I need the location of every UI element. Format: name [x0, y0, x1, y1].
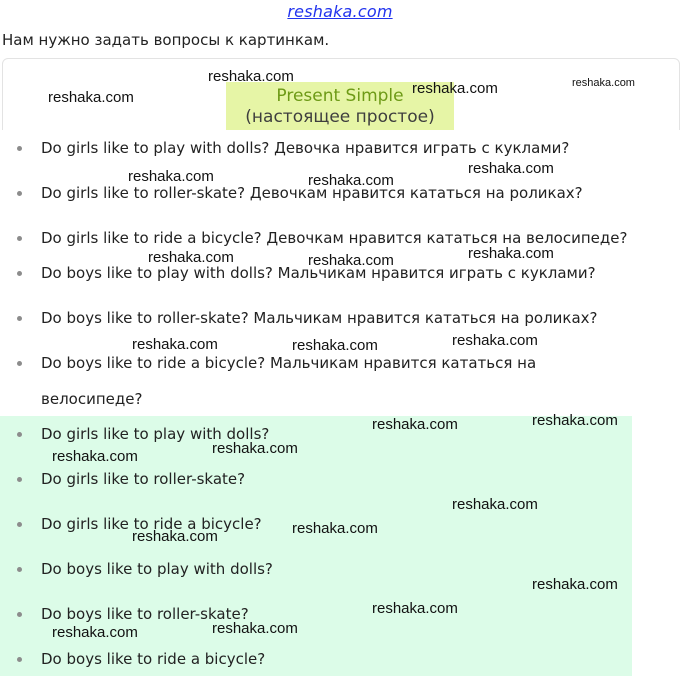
question-text: Do girls like to roller-skate? Девочкам нравится кататься на роликах? [41, 184, 583, 202]
watermark: reshaka.com [292, 520, 378, 537]
question-text: Do boys like to roller-skate? [41, 605, 249, 623]
watermark: reshaka.com [532, 576, 618, 593]
question-text: Do girls like to play with dolls? Девочка нравится играть с куклами? [41, 139, 570, 157]
site-link[interactable]: reshaka.com [287, 2, 393, 21]
bullet-icon [17, 146, 22, 151]
watermark: reshaka.com [308, 252, 394, 269]
watermark: reshaka.com [452, 332, 538, 349]
question-text: Do boys like to roller-skate? Мальчикам нравится кататься на роликах? [41, 309, 598, 327]
bullet-icon [17, 236, 22, 241]
watermark: reshaka.com [48, 89, 134, 106]
watermark: reshaka.com [372, 416, 458, 433]
watermark: reshaka.com [308, 172, 394, 189]
question-text: Do boys like to ride a bicycle? Мальчикам нравится кататься на [41, 354, 537, 372]
question-text: велосипеде? [41, 390, 143, 408]
header-title: Present Simple [276, 86, 404, 106]
question-text: Do boys like to play with dolls? [41, 560, 273, 578]
question-text: Do boys like to ride a bicycle? [41, 650, 266, 668]
bullet-icon [17, 361, 22, 366]
watermark: reshaka.com [52, 624, 138, 641]
watermark: reshaka.com [128, 168, 214, 185]
watermark: reshaka.com [148, 249, 234, 266]
watermark: reshaka.com [212, 440, 298, 457]
bullet-icon [17, 477, 22, 482]
bullet-icon [17, 522, 22, 527]
question-text: Do boys like to play with dolls? Мальчикам нравится играть с куклами? [41, 264, 596, 282]
bullet-icon [17, 316, 22, 321]
watermark: reshaka.com [412, 80, 498, 97]
bullet-icon [17, 612, 22, 617]
watermark: reshaka.com [132, 336, 218, 353]
bullet-icon [17, 191, 22, 196]
watermark: reshaka.com [208, 68, 294, 85]
intro-text: Нам нужно задать вопросы к картинкам. [2, 31, 330, 49]
watermark: reshaka.com [468, 245, 554, 262]
watermark: reshaka.com [292, 337, 378, 354]
bullet-icon [17, 657, 22, 662]
question-text: Do girls like to roller-skate? [41, 470, 246, 488]
question-text: Do girls like to ride a bicycle? [41, 515, 262, 533]
bullet-icon [17, 567, 22, 572]
watermark: reshaka.com [212, 620, 298, 637]
watermark: reshaka.com [372, 600, 458, 617]
watermark: reshaka.com [468, 160, 554, 177]
watermark: reshaka.com [532, 412, 618, 429]
watermark: reshaka.com [52, 448, 138, 465]
watermark: reshaka.com [572, 77, 635, 89]
watermark: reshaka.com [452, 496, 538, 513]
bullet-icon [17, 271, 22, 276]
question-text: Do girls like to ride a bicycle? Девочкам нравится кататься на велосипеде? [41, 229, 628, 247]
header-subtitle: (настоящее простое) [245, 107, 435, 127]
bullet-icon [17, 432, 22, 437]
question-text: Do girls like to play with dolls? [41, 425, 270, 443]
watermark: reshaka.com [132, 528, 218, 545]
